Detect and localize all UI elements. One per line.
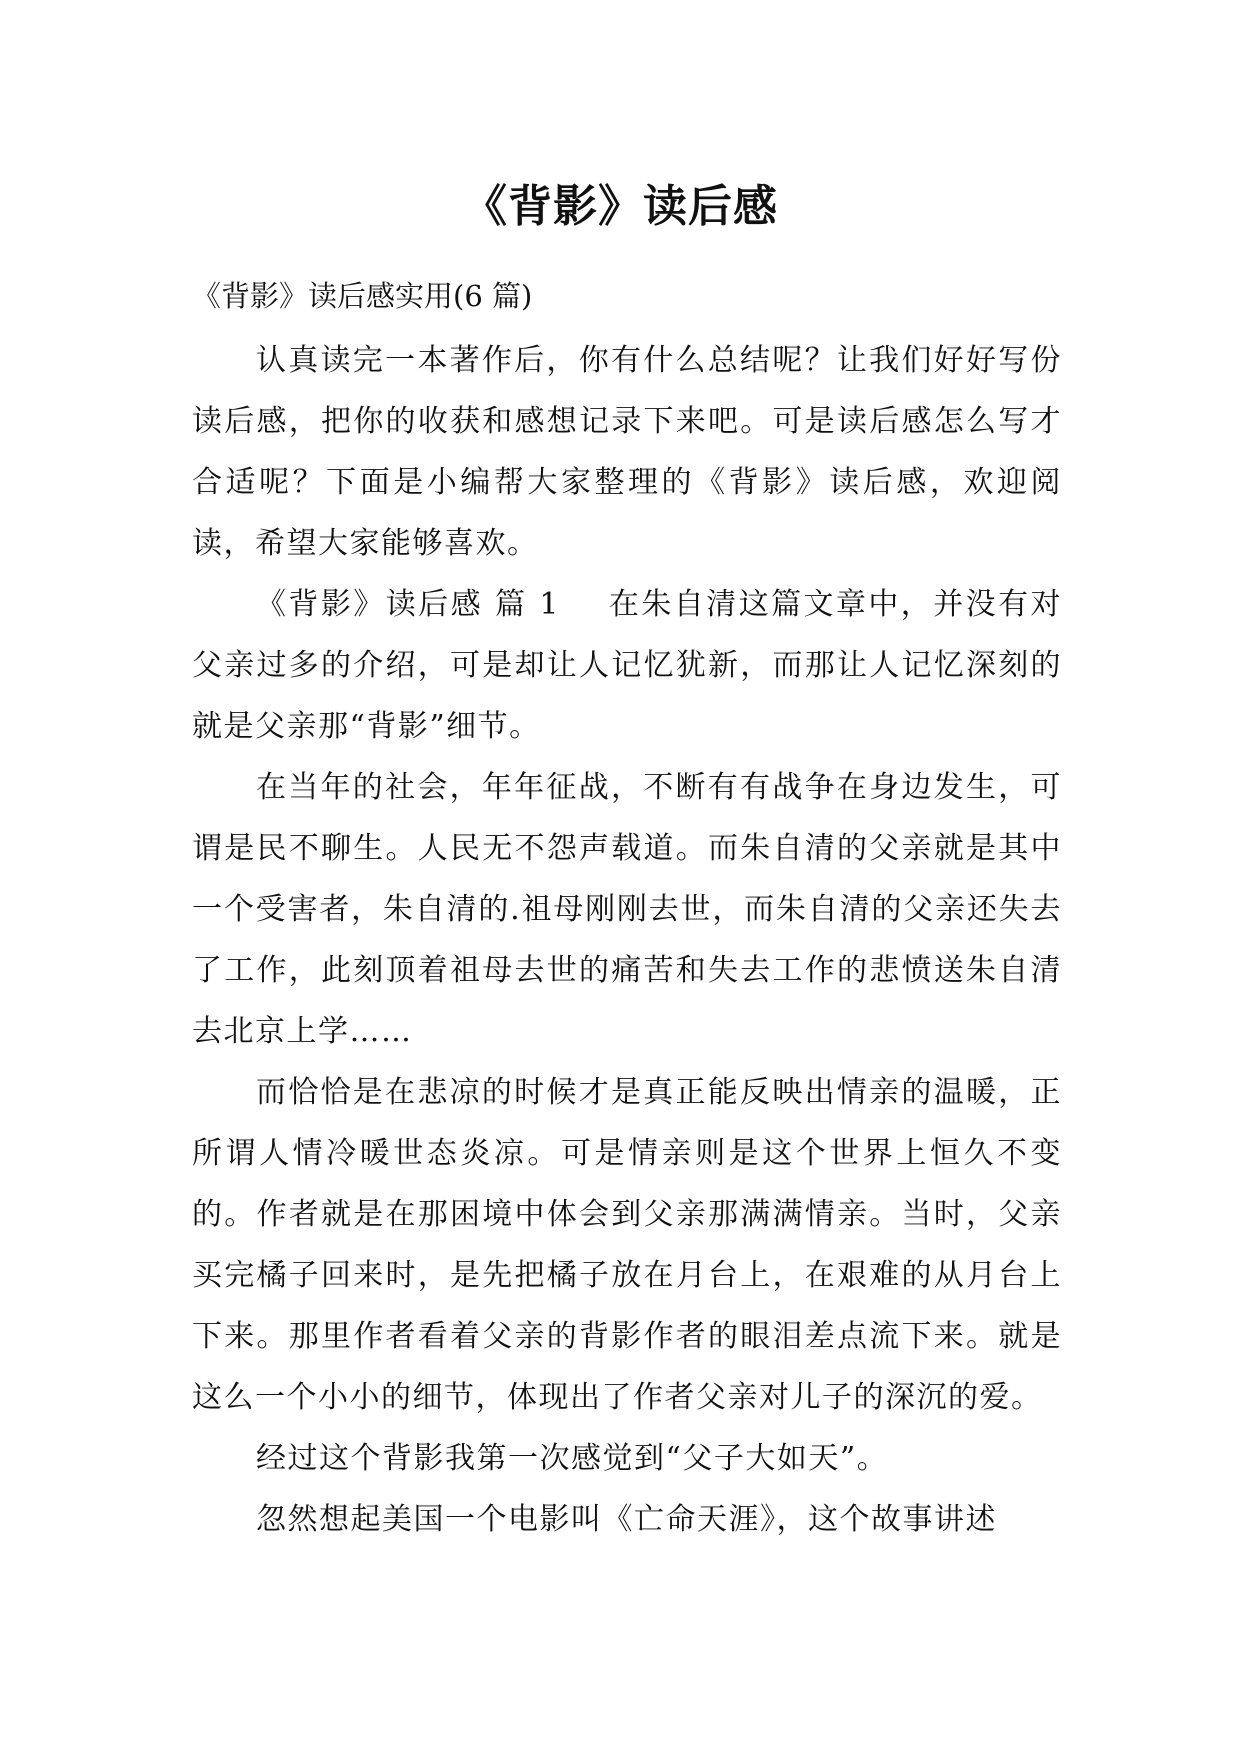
body-paragraph: 而恰恰是在悲凉的时候才是真正能反映出情亲的温暖，正所谓人情冷暖世态炎凉。可是情亲则是这个世界上恒久不变的。作者就是在那困境中体会到父亲那满满情亲。当时，父亲买完橘子回来时，是先把橘子放在月台上，在艰难的从月台上下来。那里作者看着父亲的背影作者的眼泪差点流下来。就是这么一个小小的细节，体现出了作者父亲对儿子的深沉的爱。 [192, 1075, 1062, 1415]
body-paragraph: 忽然想起美国一个电影叫《亡命天涯》，这个故事讲述 [256, 1502, 997, 1537]
section-1-text: 在朱自清这篇文章中，并没有对父亲过多的介绍，可是却让人记忆犹新，而那让人记忆深刻的就是父亲那“背影”细节。 [192, 587, 1063, 744]
intro-paragraph: 认真读完一本著作后，你有什么总结呢？让我们好好写份读后感，把你的收获和感想记录下来吧。可是读后感怎么写才合适呢？下面是小编帮大家整理的《背影》读后感，欢迎阅读，希望大家能够喜欢。 [192, 343, 1062, 561]
section-1-heading: 《背影》读后感 [256, 587, 484, 622]
body-paragraph: 经过这个背影我第一次感觉到“父子大如天”。 [256, 1441, 889, 1476]
body-paragraph: 在当年的社会，年年征战，不断有有战争在身边发生，可谓是民不聊生。人民无不怨声载道。而朱自清的父亲就是其中一个受害者，朱自清的.祖母刚刚去世，而朱自清的父亲还失去了工作，此刻顶着祖母去世的痛苦和失去工作的悲愤送朱自清去北京上学…… [192, 770, 1062, 1049]
section-1-paragraph [192, 574, 1062, 757]
section-1-number: 篇 1 [495, 587, 560, 622]
document-title: 《背影》读后感 [463, 181, 778, 233]
document-subtitle: 《背影》读后感实用(6 篇) [192, 279, 533, 313]
document-body [192, 276, 1062, 1550]
